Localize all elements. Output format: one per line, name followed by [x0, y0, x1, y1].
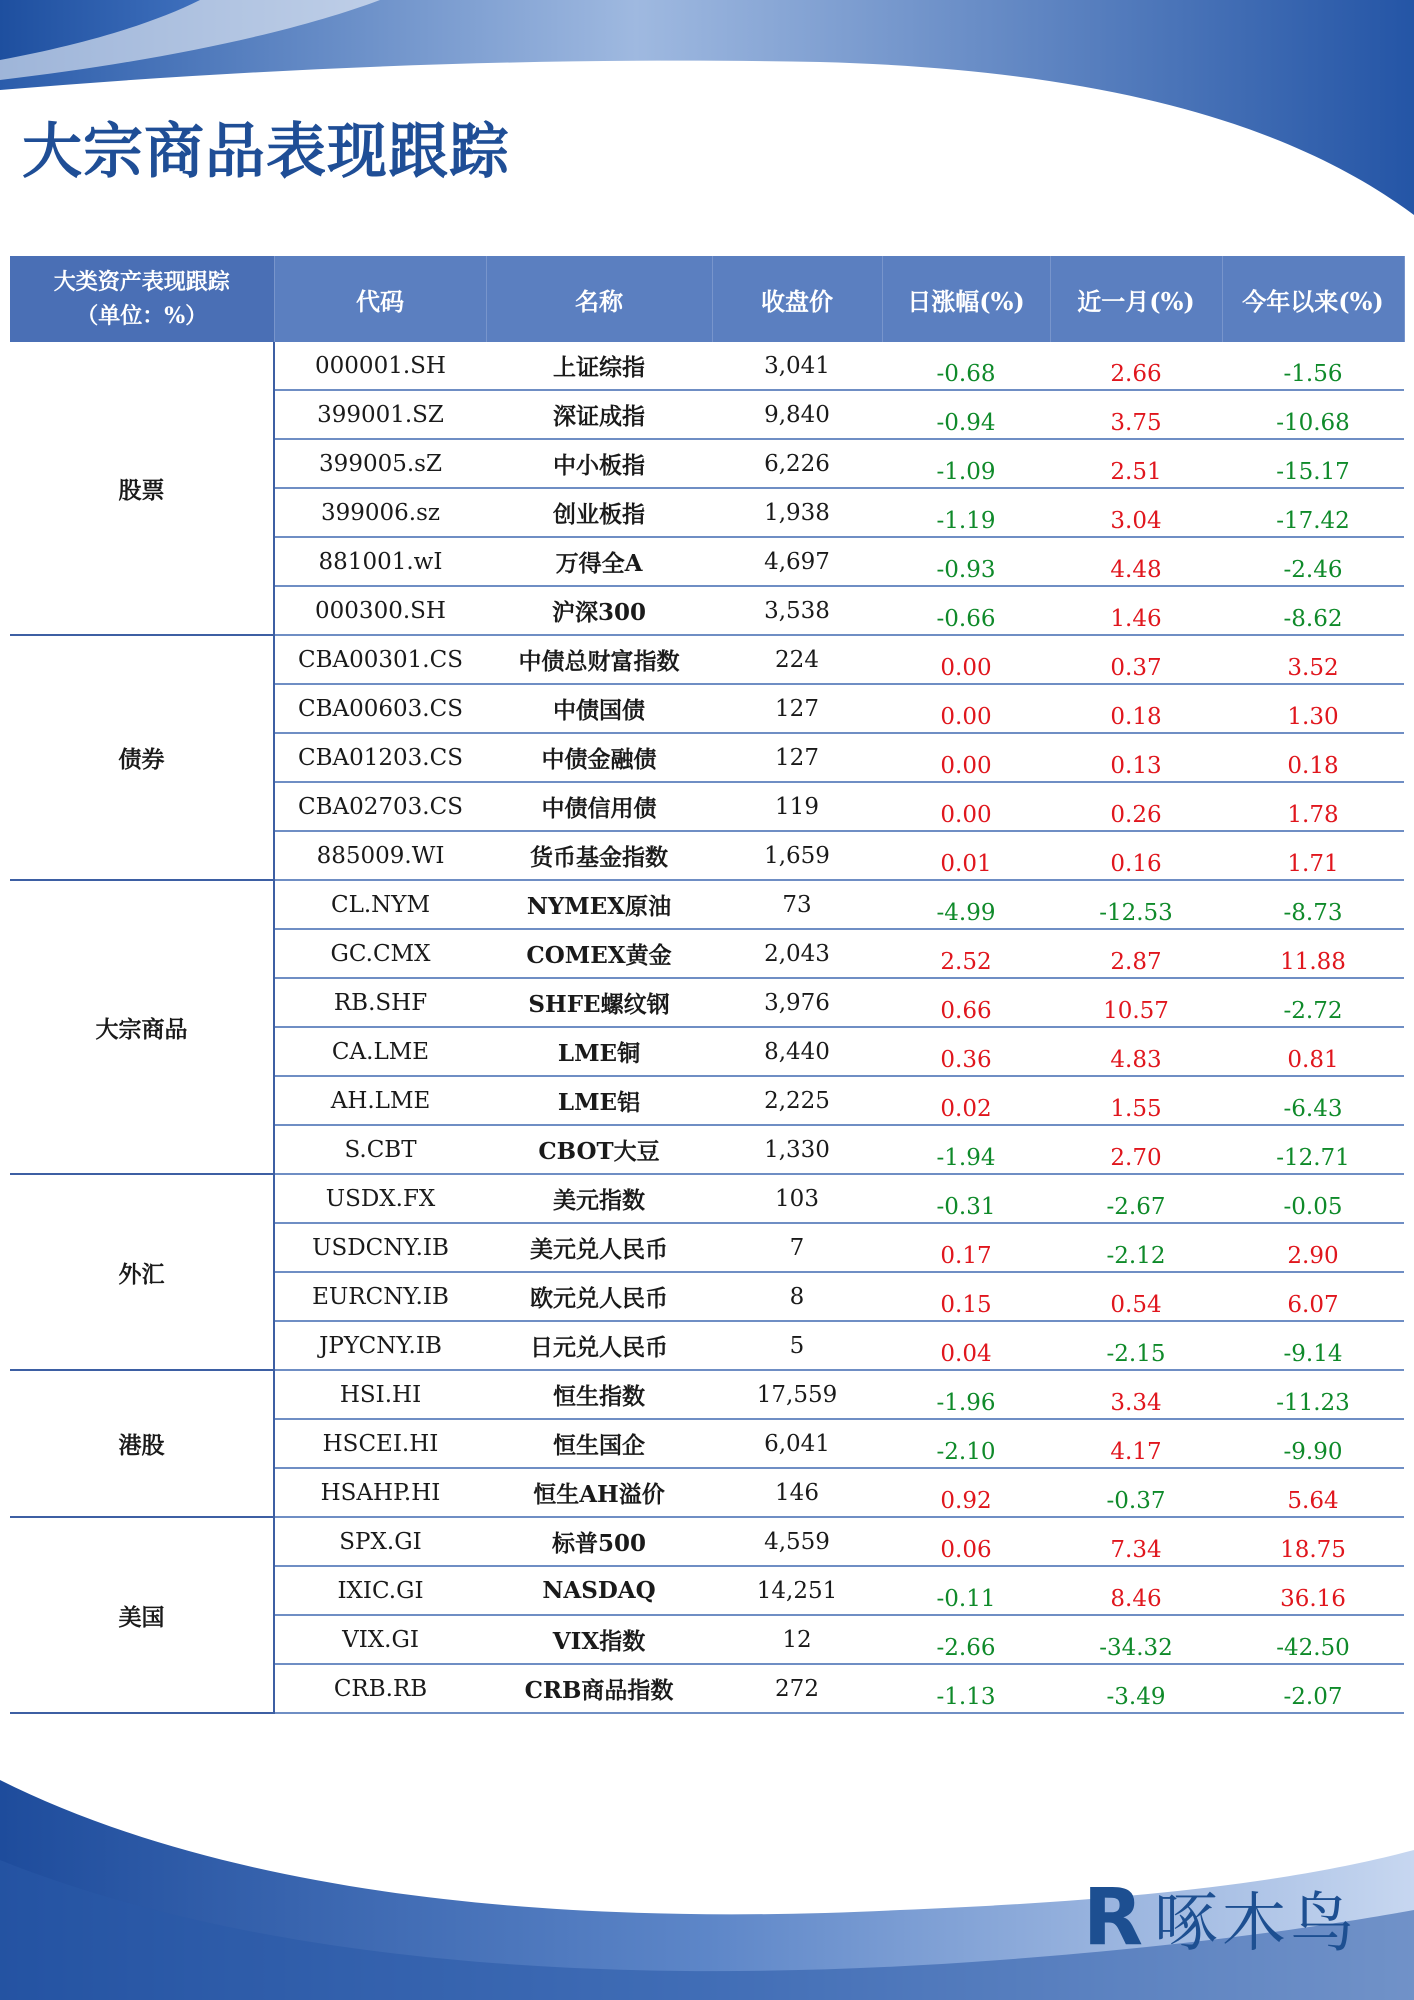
name-cell: 中小板指: [486, 439, 712, 488]
daily-change-cell: 0.00: [882, 684, 1050, 733]
month-change-cell: 1.46: [1050, 586, 1222, 635]
close-cell: 127: [712, 733, 882, 782]
close-cell: 4,697: [712, 537, 882, 586]
code-cell: CBA01203.CS: [274, 733, 486, 782]
daily-change-cell: 2.52: [882, 929, 1050, 978]
close-cell: 146: [712, 1468, 882, 1517]
ytd-change-cell: 18.75: [1222, 1517, 1404, 1566]
ytd-change-cell: -2.72: [1222, 978, 1404, 1027]
name-cell: 中债金融债: [486, 733, 712, 782]
daily-change-cell: -0.93: [882, 537, 1050, 586]
daily-change-cell: 0.00: [882, 733, 1050, 782]
close-cell: 103: [712, 1174, 882, 1223]
close-cell: 119: [712, 782, 882, 831]
month-change-cell: -3.49: [1050, 1664, 1222, 1713]
ytd-change-cell: -15.17: [1222, 439, 1404, 488]
code-cell: AH.LME: [274, 1076, 486, 1125]
ytd-change-cell: -8.62: [1222, 586, 1404, 635]
header-category: 大类资产表现跟踪 （单位：%）: [10, 256, 274, 342]
name-cell: 万得全A: [486, 537, 712, 586]
name-cell: 标普500: [486, 1517, 712, 1566]
month-change-cell: -2.67: [1050, 1174, 1222, 1223]
close-cell: 17,559: [712, 1370, 882, 1419]
ytd-change-cell: 3.52: [1222, 635, 1404, 684]
daily-change-cell: -2.66: [882, 1615, 1050, 1664]
code-cell: HSAHP.HI: [274, 1468, 486, 1517]
ytd-change-cell: 5.64: [1222, 1468, 1404, 1517]
month-change-cell: 0.26: [1050, 782, 1222, 831]
code-cell: HSCEI.HI: [274, 1419, 486, 1468]
daily-change-cell: 0.36: [882, 1027, 1050, 1076]
daily-change-cell: 0.01: [882, 831, 1050, 880]
ytd-change-cell: 36.16: [1222, 1566, 1404, 1615]
ytd-change-cell: -8.73: [1222, 880, 1404, 929]
name-cell: 深证成指: [486, 390, 712, 439]
ytd-change-cell: 6.07: [1222, 1272, 1404, 1321]
header-ytd-change: 今年以来(%): [1222, 256, 1404, 342]
daily-change-cell: 0.06: [882, 1517, 1050, 1566]
close-cell: 272: [712, 1664, 882, 1713]
asset-performance-table-wrapper: [10, 256, 1404, 1714]
code-cell: CL.NYM: [274, 880, 486, 929]
header-code: 代码: [274, 256, 486, 342]
close-cell: 1,659: [712, 831, 882, 880]
close-cell: 2,043: [712, 929, 882, 978]
daily-change-cell: 0.00: [882, 782, 1050, 831]
name-cell: NYMEX原油: [486, 880, 712, 929]
ytd-change-cell: -12.71: [1222, 1125, 1404, 1174]
name-cell: 恒生AH溢价: [486, 1468, 712, 1517]
month-change-cell: 0.13: [1050, 733, 1222, 782]
close-cell: 6,226: [712, 439, 882, 488]
code-cell: CBA00301.CS: [274, 635, 486, 684]
month-change-cell: 0.18: [1050, 684, 1222, 733]
code-cell: 885009.WI: [274, 831, 486, 880]
ytd-change-cell: -0.05: [1222, 1174, 1404, 1223]
month-change-cell: 3.75: [1050, 390, 1222, 439]
daily-change-cell: -1.09: [882, 439, 1050, 488]
close-cell: 5: [712, 1321, 882, 1370]
daily-change-cell: 0.66: [882, 978, 1050, 1027]
month-change-cell: 0.37: [1050, 635, 1222, 684]
name-cell: 上证综指: [486, 342, 712, 390]
close-cell: 73: [712, 880, 882, 929]
month-change-cell: 8.46: [1050, 1566, 1222, 1615]
close-cell: 7: [712, 1223, 882, 1272]
code-cell: SPX.GI: [274, 1517, 486, 1566]
category-cell: 债券: [10, 635, 274, 880]
daily-change-cell: -4.99: [882, 880, 1050, 929]
header-name: 名称: [486, 256, 712, 342]
code-cell: CBA02703.CS: [274, 782, 486, 831]
name-cell: 美元指数: [486, 1174, 712, 1223]
category-cell: 大宗商品: [10, 880, 274, 1174]
code-cell: 000001.SH: [274, 342, 486, 390]
table-row: [10, 635, 1404, 684]
month-change-cell: 4.48: [1050, 537, 1222, 586]
name-cell: 欧元兑人民币: [486, 1272, 712, 1321]
daily-change-cell: -2.10: [882, 1419, 1050, 1468]
daily-change-cell: 0.92: [882, 1468, 1050, 1517]
code-cell: 881001.wI: [274, 537, 486, 586]
ytd-change-cell: 1.78: [1222, 782, 1404, 831]
month-change-cell: 0.16: [1050, 831, 1222, 880]
daily-change-cell: -0.31: [882, 1174, 1050, 1223]
close-cell: 12: [712, 1615, 882, 1664]
ytd-change-cell: -42.50: [1222, 1615, 1404, 1664]
code-cell: USDX.FX: [274, 1174, 486, 1223]
name-cell: CRB商品指数: [486, 1664, 712, 1713]
close-cell: 3,976: [712, 978, 882, 1027]
month-change-cell: -0.37: [1050, 1468, 1222, 1517]
name-cell: LME铜: [486, 1027, 712, 1076]
table-row: [10, 1174, 1404, 1223]
name-cell: 中债总财富指数: [486, 635, 712, 684]
code-cell: HSI.HI: [274, 1370, 486, 1419]
name-cell: 美元兑人民币: [486, 1223, 712, 1272]
name-cell: 中债国债: [486, 684, 712, 733]
ytd-change-cell: -2.07: [1222, 1664, 1404, 1713]
daily-change-cell: -1.96: [882, 1370, 1050, 1419]
ytd-change-cell: -2.46: [1222, 537, 1404, 586]
daily-change-cell: -0.11: [882, 1566, 1050, 1615]
table-header-row: [10, 256, 1404, 342]
name-cell: COMEX黄金: [486, 929, 712, 978]
code-cell: JPYCNY.IB: [274, 1321, 486, 1370]
ytd-change-cell: 0.81: [1222, 1027, 1404, 1076]
code-cell: S.CBT: [274, 1125, 486, 1174]
category-cell: 股票: [10, 342, 274, 635]
daily-change-cell: 0.02: [882, 1076, 1050, 1125]
ytd-change-cell: -9.90: [1222, 1419, 1404, 1468]
code-cell: IXIC.GI: [274, 1566, 486, 1615]
code-cell: CBA00603.CS: [274, 684, 486, 733]
month-change-cell: -12.53: [1050, 880, 1222, 929]
name-cell: 沪深300: [486, 586, 712, 635]
daily-change-cell: 0.04: [882, 1321, 1050, 1370]
month-change-cell: 3.34: [1050, 1370, 1222, 1419]
woodpecker-logo-icon: R: [1082, 1873, 1144, 1963]
month-change-cell: 1.55: [1050, 1076, 1222, 1125]
close-cell: 224: [712, 635, 882, 684]
brand-logo: [1078, 1870, 1358, 1966]
month-change-cell: 4.17: [1050, 1419, 1222, 1468]
ytd-change-cell: 1.30: [1222, 684, 1404, 733]
month-change-cell: 4.83: [1050, 1027, 1222, 1076]
code-cell: 000300.SH: [274, 586, 486, 635]
table-row: [10, 1517, 1404, 1566]
daily-change-cell: 0.15: [882, 1272, 1050, 1321]
close-cell: 2,225: [712, 1076, 882, 1125]
daily-change-cell: -0.66: [882, 586, 1050, 635]
header-close: 收盘价: [712, 256, 882, 342]
month-change-cell: 2.51: [1050, 439, 1222, 488]
name-cell: 恒生指数: [486, 1370, 712, 1419]
asset-performance-table: [10, 256, 1405, 1714]
code-cell: 399005.sZ: [274, 439, 486, 488]
header-month-change: 近一月(%): [1050, 256, 1222, 342]
daily-change-cell: -1.19: [882, 488, 1050, 537]
daily-change-cell: 0.00: [882, 635, 1050, 684]
daily-change-cell: -1.94: [882, 1125, 1050, 1174]
code-cell: EURCNY.IB: [274, 1272, 486, 1321]
brand-name: 啄木鸟: [1154, 1887, 1358, 1961]
header-daily-change: 日涨幅(%): [882, 256, 1050, 342]
table-header: [10, 256, 1404, 342]
close-cell: 8,440: [712, 1027, 882, 1076]
ytd-change-cell: -1.56: [1222, 342, 1404, 390]
month-change-cell: 2.66: [1050, 342, 1222, 390]
code-cell: USDCNY.IB: [274, 1223, 486, 1272]
name-cell: NASDAQ: [486, 1566, 712, 1615]
code-cell: CRB.RB: [274, 1664, 486, 1713]
name-cell: SHFE螺纹钢: [486, 978, 712, 1027]
name-cell: 中债信用债: [486, 782, 712, 831]
close-cell: 1,938: [712, 488, 882, 537]
name-cell: LME铝: [486, 1076, 712, 1125]
name-cell: 日元兑人民币: [486, 1321, 712, 1370]
daily-change-cell: -1.13: [882, 1664, 1050, 1713]
daily-change-cell: -0.68: [882, 342, 1050, 390]
ytd-change-cell: 0.18: [1222, 733, 1404, 782]
month-change-cell: 3.04: [1050, 488, 1222, 537]
month-change-cell: -2.12: [1050, 1223, 1222, 1272]
close-cell: 8: [712, 1272, 882, 1321]
code-cell: CA.LME: [274, 1027, 486, 1076]
name-cell: 货币基金指数: [486, 831, 712, 880]
table-body: [10, 342, 1404, 1713]
table-row: [10, 342, 1404, 390]
close-cell: 3,041: [712, 342, 882, 390]
month-change-cell: 10.57: [1050, 978, 1222, 1027]
code-cell: 399001.SZ: [274, 390, 486, 439]
name-cell: VIX指数: [486, 1615, 712, 1664]
name-cell: 创业板指: [486, 488, 712, 537]
code-cell: GC.CMX: [274, 929, 486, 978]
close-cell: 14,251: [712, 1566, 882, 1615]
table-row: [10, 1370, 1404, 1419]
ytd-change-cell: -10.68: [1222, 390, 1404, 439]
month-change-cell: 7.34: [1050, 1517, 1222, 1566]
ytd-change-cell: 1.71: [1222, 831, 1404, 880]
ytd-change-cell: 2.90: [1222, 1223, 1404, 1272]
category-cell: 外汇: [10, 1174, 274, 1370]
name-cell: 恒生国企: [486, 1419, 712, 1468]
daily-change-cell: 0.17: [882, 1223, 1050, 1272]
category-cell: 美国: [10, 1517, 274, 1713]
name-cell: CBOT大豆: [486, 1125, 712, 1174]
ytd-change-cell: 11.88: [1222, 929, 1404, 978]
table-row: [10, 880, 1404, 929]
close-cell: 6,041: [712, 1419, 882, 1468]
close-cell: 9,840: [712, 390, 882, 439]
month-change-cell: -2.15: [1050, 1321, 1222, 1370]
daily-change-cell: -0.94: [882, 390, 1050, 439]
close-cell: 3,538: [712, 586, 882, 635]
close-cell: 4,559: [712, 1517, 882, 1566]
close-cell: 1,330: [712, 1125, 882, 1174]
month-change-cell: -34.32: [1050, 1615, 1222, 1664]
month-change-cell: 2.87: [1050, 929, 1222, 978]
month-change-cell: 0.54: [1050, 1272, 1222, 1321]
close-cell: 127: [712, 684, 882, 733]
ytd-change-cell: -17.42: [1222, 488, 1404, 537]
ytd-change-cell: -11.23: [1222, 1370, 1404, 1419]
code-cell: 399006.sz: [274, 488, 486, 537]
month-change-cell: 2.70: [1050, 1125, 1222, 1174]
code-cell: RB.SHF: [274, 978, 486, 1027]
code-cell: VIX.GI: [274, 1615, 486, 1664]
ytd-change-cell: -9.14: [1222, 1321, 1404, 1370]
page-title: 大宗商品表现跟踪: [22, 117, 510, 187]
category-cell: 港股: [10, 1370, 274, 1517]
ytd-change-cell: -6.43: [1222, 1076, 1404, 1125]
